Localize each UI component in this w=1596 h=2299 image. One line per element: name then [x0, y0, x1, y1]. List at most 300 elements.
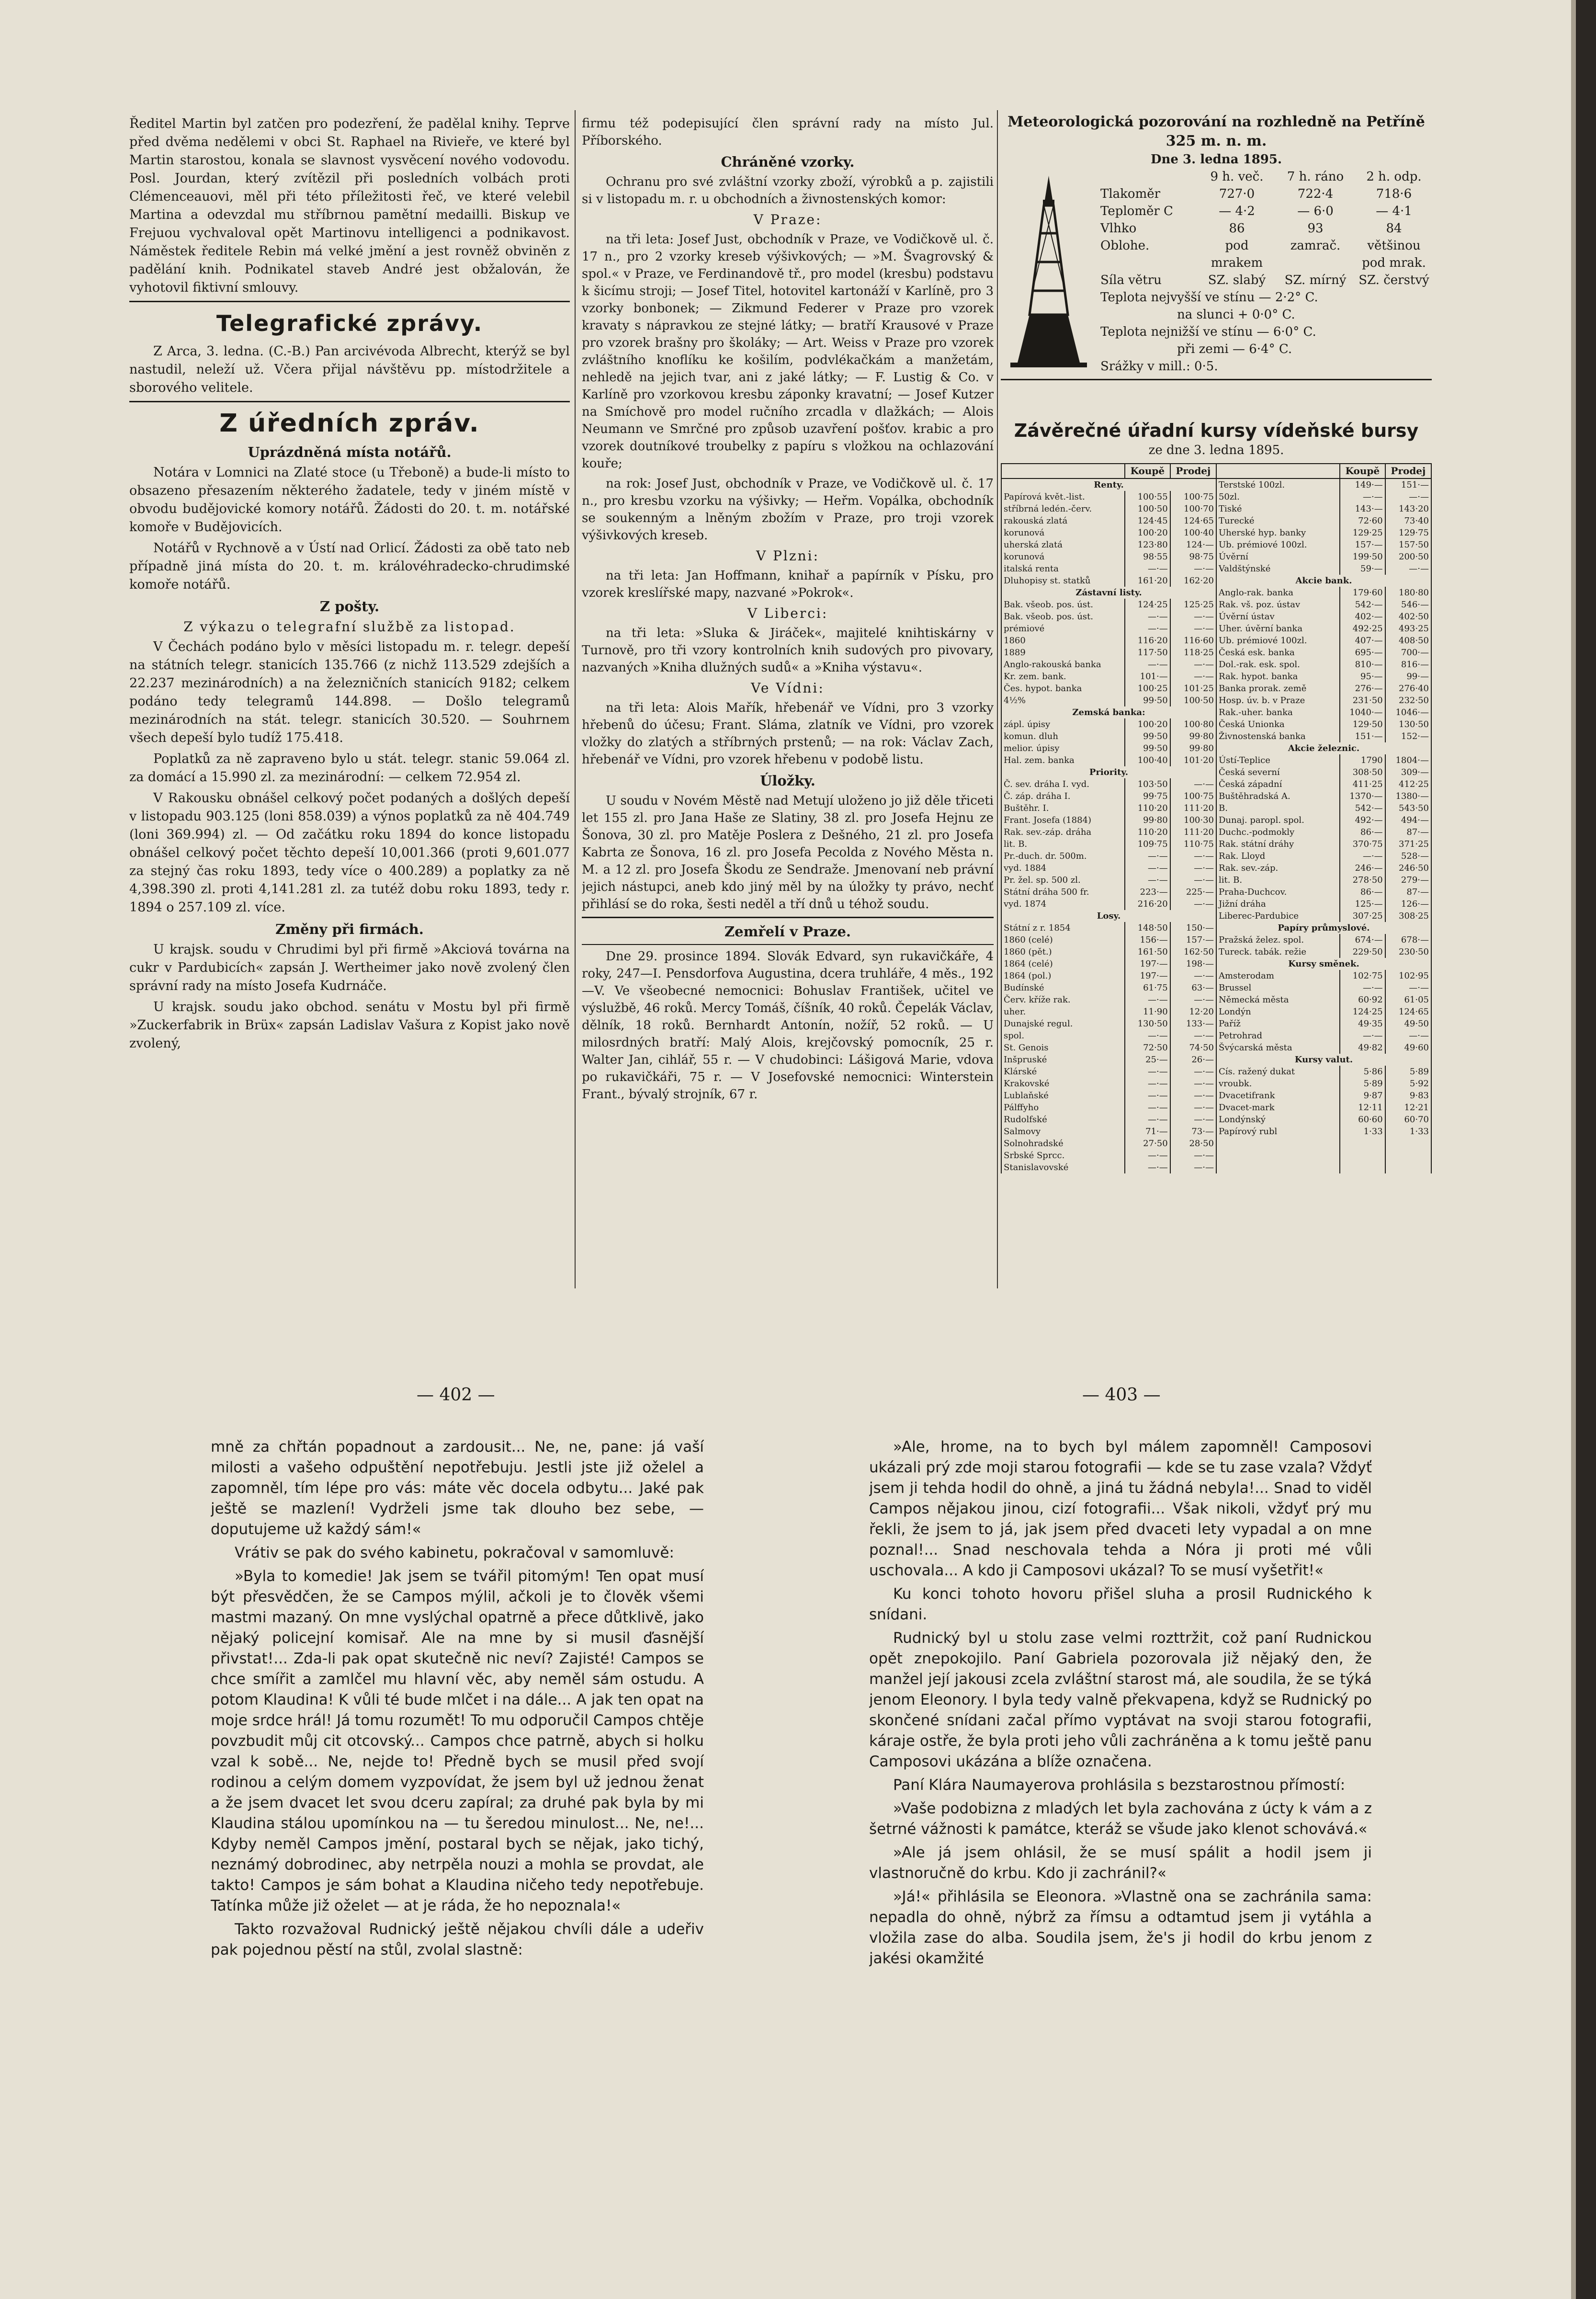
security-name: 1860 — [1001, 635, 1125, 647]
sell-price: 118·25 — [1170, 647, 1216, 659]
sell-price: 150·— — [1170, 922, 1216, 934]
sell-price: —·— — [1170, 1102, 1216, 1114]
security-name: Turecké — [1216, 515, 1340, 527]
sell-price: 12·21 — [1385, 1102, 1431, 1114]
sell-price: 162·20 — [1170, 575, 1216, 587]
sell-price: —·— — [1170, 659, 1216, 671]
security-name: 1860 (celé) — [1001, 934, 1125, 946]
table-row — [1001, 611, 1431, 623]
buy-price: —·— — [1125, 1150, 1170, 1161]
security-name: Jižní dráha — [1216, 898, 1340, 910]
buy-price: 99·50 — [1125, 742, 1170, 754]
sell-price: 100·30 — [1170, 814, 1216, 826]
security-name: Liberec-Pardubice — [1216, 910, 1340, 922]
buy-price: 492·25 — [1340, 623, 1385, 635]
buy-price: 103·50 — [1125, 778, 1170, 790]
sell-price: 546·— — [1385, 599, 1431, 611]
story-paragraph: Vrátiv se pak do svého kabinetu, pokračoval v samomluvě: — [235, 1544, 674, 1561]
table-row — [1001, 478, 1431, 491]
weather-value: pod mrakem — [1211, 239, 1263, 270]
security-name: Papírový rubl — [1216, 1126, 1340, 1138]
buy-price: 61·75 — [1125, 982, 1170, 994]
section-heading: Zástavní listy. — [1001, 587, 1216, 599]
weather-value: SZ. slabý — [1208, 273, 1266, 287]
sell-price: —·— — [1385, 982, 1431, 994]
sell-price: 63·— — [1170, 982, 1216, 994]
security-name: melior. úpisy — [1001, 742, 1125, 754]
weather-label: Oblohe. — [1100, 239, 1150, 253]
buy-price: 276·— — [1340, 683, 1385, 694]
weather-value: 86 — [1229, 221, 1245, 236]
viden-paragraph: na tři leta: Alois Mařík, hřebenář ve Vídni, pro 3 vzorky hřebenů do účesu; Frant. Sláma, zlatník ve Vídni, pro vzorek vložky do zlatých a stříbrných prstenů; — na rok: Václav Zach, hřebenář ve Vídni, pro vzorek hřebenu v podobě listu. — [582, 701, 994, 767]
buy-price: 370·75 — [1340, 838, 1385, 850]
zemreli-heading: Zemřelí v Praze. — [724, 923, 851, 940]
table-row — [1001, 1078, 1431, 1090]
telegraph-text: Z Arca, 3. ledna. (C.-B.) Pan arcivévoda Albrecht, kterýž se byl nastudil, neleží už. Včera přijal návštěvu pp. místodržitele a sborového velitele. — [129, 344, 570, 395]
buy-price: —·— — [1340, 982, 1385, 994]
story-paragraph: Ku konci tohoto hovoru přišel sluha a prosil Rudnického k snídani. — [869, 1585, 1372, 1623]
security-name: Červ. kříže rak. — [1001, 994, 1125, 1006]
table-row — [1001, 790, 1431, 802]
table-row — [1001, 647, 1431, 659]
weather-value: zamrač. — [1290, 239, 1341, 253]
sell-price: 111·20 — [1170, 826, 1216, 838]
page-number-left: — 402 — — [417, 1385, 495, 1405]
buy-price: 124·45 — [1125, 515, 1170, 527]
buy-price: 5·86 — [1340, 1066, 1385, 1078]
weather-value: — 4·1 — [1376, 204, 1412, 218]
table-row — [1001, 599, 1431, 611]
sell-price: 116·60 — [1170, 635, 1216, 647]
buy-price: 197·— — [1125, 970, 1170, 982]
buy-price: 124·25 — [1125, 599, 1170, 611]
sell-price: 102·95 — [1385, 970, 1431, 982]
vzorky-intro: Ochranu pro své zvláštní vzorky zboží, výrobků a p. zajistili si v listopadu m. r. u obchodních a živnostenských komor: — [582, 175, 994, 206]
empty-cell — [1385, 1138, 1431, 1150]
table-row — [1001, 1102, 1431, 1114]
vzorky-heading: Chráněné vzorky. — [721, 154, 855, 170]
story-paragraph: »Ale, hrome, na to bych byl málem zapomněl! Camposovi ukázali prý zde moji starou fotografii — kde se tu zase vzala? Vždyť jsem ji tehda hodil do ohně, a jiná tu žádná nebyla!... Snad to viděl Campos nějakou jinou, cizí fotografii... Však nikoli, vždyť prý mu řekli, že jsem to já, jak jsem před dvaceti lety vypadal a on mne poznal!... Snad neschovala tehda a Nóra ji proti mé vůli uschovala... A kdo ji Camposovi ukázal? To se musí vyšetřit!« — [869, 1438, 1372, 1579]
divider — [582, 917, 994, 918]
sell-price: —·— — [1170, 611, 1216, 623]
sell-price: 494·— — [1385, 814, 1431, 826]
table-row — [1001, 1161, 1431, 1173]
buy-price: 49·35 — [1340, 1018, 1385, 1030]
security-name: Duchc.-podmokly — [1216, 826, 1340, 838]
story-paragraph: »Vaše podobizna z mladých let byla zachována z úcty k vám a z šetrné vážnosti k památce, kteráž se všude jako klenot schovává.« — [869, 1800, 1372, 1838]
security-name: Ub. prémiové 100zl. — [1216, 635, 1340, 647]
firmy-heading: Změny při firmách. — [275, 921, 424, 937]
empty-cell — [1216, 1161, 1340, 1173]
section-heading: Renty. — [1001, 478, 1216, 491]
buy-price: —·— — [1125, 1090, 1170, 1102]
buy-price: 60·92 — [1340, 994, 1385, 1006]
security-name: vyd. 1874 — [1001, 898, 1125, 910]
security-name: Rak. sev.-záp. dráha — [1001, 826, 1125, 838]
security-name: Dluhopisy st. statků — [1001, 575, 1125, 587]
security-name: 50zl. — [1216, 491, 1340, 503]
buy-price: 149·— — [1340, 478, 1385, 491]
divider — [582, 944, 994, 945]
security-name: komun. dluh — [1001, 730, 1125, 742]
weather-report — [1001, 113, 1432, 419]
sell-price: 230·50 — [1385, 946, 1431, 958]
security-name: Rudolfské — [1001, 1114, 1125, 1126]
section-heading: Losy. — [1001, 910, 1216, 922]
notar-heading: Uprázdněná místa notářů. — [248, 444, 452, 460]
table-row — [1001, 910, 1431, 922]
security-name: Klárské — [1001, 1066, 1125, 1078]
sell-price: 111·20 — [1170, 802, 1216, 814]
security-name: Papírová květ.-list. — [1001, 491, 1125, 503]
security-name: 1860 (pět.) — [1001, 946, 1125, 958]
intro-paragraph: Ředitel Martin byl zatčen pro podezření, že padělal knihy. Teprve před dvěma nedělemi v obci St. Raphael na Rivieře, ve které byl Martin starostou, konala se slavnost vysvěcení nového vodovodu. Posl. Jourdan, který zvítězil při posledních volbách proti Clémenceauovi, měl při této příležitosti řeč, ve které velebil Martina a odevzdal mu stříbrnou pamětní medailli. Biskup ve Frejuou vychvaloval opět Martinovu intelligenci a podnikavost. Náměstek ředitele Rebin má velké jmění a jest rovněž obviněn z padělání knih. Podnikatel staveb André jest obžalován, že vyhotovil fiktivní smlouvy. — [129, 116, 570, 295]
petrin-tower-icon — [1001, 171, 1097, 372]
section-heading: Akcie železnic. — [1216, 742, 1431, 754]
buy-price: 674·— — [1340, 934, 1385, 946]
buy-price: 99·50 — [1125, 730, 1170, 742]
weather-value: SZ. čerstvý — [1358, 273, 1429, 287]
security-name: Amsterodam — [1216, 970, 1340, 982]
buy-price: 98·55 — [1125, 551, 1170, 563]
security-name: stříbrná ledén.-červ. — [1001, 503, 1125, 515]
empty-cell — [1385, 1161, 1431, 1173]
posta-subheading: Z výkazu o telegrafní službě za listopad. — [183, 619, 516, 635]
security-name: Lublaňské — [1001, 1090, 1125, 1102]
table-row — [1001, 587, 1431, 599]
weather-extreme: při zemi — 6·4° C. — [1177, 342, 1292, 356]
col-header: Prodej — [1385, 464, 1431, 478]
exchange-title: Závěrečné úřadní kursy vídeňské bursy — [1014, 420, 1419, 441]
sell-price: 151·— — [1385, 478, 1431, 491]
sell-price: 124·65 — [1170, 515, 1216, 527]
security-name: Rak. Lloyd — [1216, 850, 1340, 862]
sell-price: 157·— — [1170, 934, 1216, 946]
buy-price: 5·89 — [1340, 1078, 1385, 1090]
sell-price: 246·50 — [1385, 862, 1431, 874]
story-paragraph: »Byla to komedie! Jak jsem se tvářil pitomým! Ten opat musí být přesvědčen, že se Campos mýlil, ačkoli je to člověk všemi mastmi mazaný. On mne vyslýchal opatrně a přece důtklivě, jako nějaký policejní komisař. Ale na mne by si musil ďasnější přivstat!... Zda-li pak opat skutečně nic neví? Zajisté! Campos se chce smířit a zamlčel mu hlavní věc, aby neměl sám ostudu. A potom Klaudina! K vůli té bude mlčet i na dále... A jak ten opat na moje srdce hrál! Já tomu rozumět! To mu odporučil Campos chtěje povzbudit můj cit otcovský... Campos chce patrně, abych si holku vzal k sobě... Ne, nejde to! Předně bych se musil před svojí rodinou a celým domem vyzpovídat, že jsem byl už jednou ženat a že jsem dvacet let svou dceru zapíral; za druhé pak byla by mi Klaudina stálou upomínkou na — tu šeredou minulost... Ne, ne!... Kdyby neměl Campos jmění, postaral bych se nějak, jako tichý, neznámý dobrodinec, aby netrpěla nouzi a mohla se provdat, ale takto! Campos je sám bohat a Klaudina ničeho tedy nepotřebuje. Tatínka může již oželet — at je ráda, že ho nepoznala!« — [211, 1568, 704, 1914]
buy-price: 117·50 — [1125, 647, 1170, 659]
sell-price: 309·— — [1385, 766, 1431, 778]
weather-extreme: Srážky v mill.: 0·5. — [1100, 359, 1218, 374]
liberec-paragraph: na tři leta: »Sluka & Jiráček«, majitelé knihtiskárny v Turnově, pro tři vzory kontrolních knih sudových pro pivovary, nazvaných »Kniha dlužných sudů« a »Kniha výstavu«. — [582, 626, 994, 675]
table-row — [1001, 563, 1431, 575]
security-name: italská renta — [1001, 563, 1125, 575]
posta-paragraph: V Rakousku obnášel celkový počet podaných a došlých depeší v listopadu 903.125 (loni 858.039) a výnos poplatků za ně 404.749 (loni 369.994) zl. — Od začátku roku 1894 do konce listopadu obnášel celkový počet těchto depeší 10,001.366 (proti 9,601.077 za stejný čas roku 1893, tedy více o 400.289) a poplatky za ně 4,398.390 zl. proti 4,141.281 zl. za tutéž dobu roku 1893, tedy r. 1894 o 257.109 zl. více. — [129, 791, 570, 915]
security-name: vyd. 1884 — [1001, 862, 1125, 874]
sell-price: 412·25 — [1385, 778, 1431, 790]
table-row — [1001, 694, 1431, 706]
weather-label: Tlakoměr — [1100, 187, 1161, 201]
telegraph-heading: Telegrafické zprávy. — [216, 310, 483, 336]
table-row — [1001, 539, 1431, 551]
plzen-paragraph: na tři leta: Jan Hoffmann, knihař a papírník v Písku, pro vzorek kreslířské mapy, nazvané »Pokrok«. — [582, 569, 994, 600]
buy-price: 100·55 — [1125, 491, 1170, 503]
security-name: Rak. státní dráhy — [1216, 838, 1340, 850]
security-name: Terstské 100zl. — [1216, 478, 1340, 491]
buy-price: —·— — [1340, 491, 1385, 503]
table-row — [1001, 814, 1431, 826]
story-left — [211, 1437, 704, 2184]
security-name: Německá města — [1216, 994, 1340, 1006]
sell-price: —·— — [1170, 874, 1216, 886]
table-row — [1001, 1150, 1431, 1161]
security-name: Ústí-Teplice — [1216, 754, 1340, 766]
section-heading: Akcie bank. — [1216, 575, 1431, 587]
table-row — [1001, 898, 1431, 910]
security-name: Praha-Duchcov. — [1216, 886, 1340, 898]
exchange-date: ze dne 3. ledna 1895. — [1148, 443, 1284, 457]
section-heading: Kursy směnek. — [1216, 958, 1431, 970]
security-name: Anglo-rak. banka — [1216, 587, 1340, 599]
buy-price: 109·75 — [1125, 838, 1170, 850]
buy-price: 129·50 — [1340, 718, 1385, 730]
buy-price: —·— — [1340, 1030, 1385, 1042]
buy-price: 143·— — [1340, 503, 1385, 515]
sell-price: 28·50 — [1170, 1138, 1216, 1150]
sell-price: 678·— — [1385, 934, 1431, 946]
sell-price: 100·50 — [1170, 694, 1216, 706]
empty-cell — [1340, 1138, 1385, 1150]
divider — [1001, 379, 1432, 380]
weather-title: Meteorologická pozorování na rozhledně na Petříně 325 m. n. m. — [1007, 114, 1425, 149]
security-name: Č. sev. dráha I. vyd. — [1001, 778, 1125, 790]
weather-time: 2 h. odp. — [1366, 170, 1422, 184]
table-row — [1001, 515, 1431, 527]
sell-price: 130·50 — [1385, 718, 1431, 730]
buy-price: 229·50 — [1340, 946, 1385, 958]
table-row — [1001, 1018, 1431, 1030]
table-row — [1001, 730, 1431, 742]
table-row — [1001, 635, 1431, 647]
weather-time: 9 h. več. — [1210, 170, 1264, 184]
table-row — [1001, 970, 1431, 982]
buy-price: 542·— — [1340, 599, 1385, 611]
sell-price: —·— — [1170, 1030, 1216, 1042]
section-heading: Papíry průmyslové. — [1216, 922, 1431, 934]
sell-price: —·— — [1170, 778, 1216, 790]
weather-label: Teploměr C — [1100, 204, 1173, 218]
table-row — [1001, 862, 1431, 874]
weather-value: — 4·2 — [1219, 204, 1255, 218]
story-paragraph: »Ale já jsem ohlásil, že se musí spálit a hodil jsem ji vlastnoručně do krbu. Kdo ji zachránil?« — [869, 1844, 1372, 1882]
buy-price: 411·25 — [1340, 778, 1385, 790]
buy-price: —·— — [1125, 1078, 1170, 1090]
security-name: Tureck. tabák. režie — [1216, 946, 1340, 958]
sell-price: 133·— — [1170, 1018, 1216, 1030]
buy-price: 101·— — [1125, 671, 1170, 683]
weather-date: Dne 3. ledna 1895. — [1150, 152, 1282, 167]
security-name: Cís. ražený dukat — [1216, 1066, 1340, 1078]
buy-price: 9·87 — [1340, 1090, 1385, 1102]
security-name: lit. B. — [1216, 874, 1340, 886]
security-name: Pražská želez. spol. — [1216, 934, 1340, 946]
table-row — [1001, 1054, 1431, 1066]
sell-price: 26·— — [1170, 1054, 1216, 1066]
buy-price: —·— — [1125, 850, 1170, 862]
col-header: Prodej — [1170, 464, 1216, 478]
buy-price: 1040·— — [1340, 706, 1385, 718]
security-name: Srbské Sprcc. — [1001, 1150, 1125, 1161]
sell-price: 528·— — [1385, 850, 1431, 862]
buy-price: 130·50 — [1125, 1018, 1170, 1030]
security-name: Česká Unionka — [1216, 718, 1340, 730]
buy-price: 223·— — [1125, 886, 1170, 898]
sell-price: —·— — [1170, 970, 1216, 982]
table-row — [1001, 1042, 1431, 1054]
security-name: Krakovské — [1001, 1078, 1125, 1090]
buy-price: 27·50 — [1125, 1138, 1170, 1150]
liberec-heading: V Liberci: — [747, 605, 828, 621]
buy-price: 95·— — [1340, 671, 1385, 683]
buy-price: 99·50 — [1125, 694, 1170, 706]
security-name: Anglo-rakouská banka — [1001, 659, 1125, 671]
table-row — [1001, 994, 1431, 1006]
security-name: 4½% — [1001, 694, 1125, 706]
table-row — [1001, 671, 1431, 683]
security-name: uher. — [1001, 1006, 1125, 1018]
security-name: lit. B. — [1001, 838, 1125, 850]
buy-price: 125·— — [1340, 898, 1385, 910]
praha-paragraph: na tři leta: Josef Just, obchodník v Praze, ve Vodičkově ul. č. 17 n., pro 2 vzorky kreseb výšivkových; — »M. Švagrovský & spol.« v Praze, ve Ferdinandově tř., pro model (kresbu) podstavu k šicímu stroji; — Josef Titel, hotovitel kartonáží v Karlíně, pro 3 vzorky bonbonek; — Zikmund Federer v Praze pro vzorek kravaty s nápravkou ze stejné látky; — bratří Krausové v Praze pro vzorek brašny pro školáky; — Art. Weiss v Praze pro vzorek zvláštního knoflíku ke košilím, podvlékačkám a manžetám, nehledě na jejich tvar, ani z jaké látky; — F. Lustig & Co. v Karlíně pro vzorkovou kresbu záponky kravatní; — Josef Kutzer na Smíchově pro model ručního zrcadla v dlažkách; — Alois Neumann ve Smrčné pro způsob uzavření pošťov. krabic a pro vzorek doutníkové troubelky z papíru s vložkou na ochlazování kouře; — [582, 232, 994, 471]
table-row — [1001, 706, 1431, 718]
notar-paragraph: Notára v Lomnici na Zlaté stoce (u Třeboně) a bude-li místo to obsazeno přesazením některého žadatele, tedy v jiném místě v obvodu budějovické komory notářů. Žádosti do 20. t. m. notářské komoře v Budějovicích. — [129, 465, 570, 535]
table-row — [1001, 874, 1431, 886]
sell-price: 371·25 — [1385, 838, 1431, 850]
table-row — [1001, 491, 1431, 503]
table-row — [1001, 922, 1431, 934]
security-name: Rak. vš. poz. ústav — [1216, 599, 1340, 611]
sell-price: 100·40 — [1170, 527, 1216, 539]
security-name: vroubk. — [1216, 1078, 1340, 1090]
buy-price: 161·20 — [1125, 575, 1170, 587]
table-row — [1001, 659, 1431, 671]
buy-price: —·— — [1125, 623, 1170, 635]
sell-price: 100·75 — [1170, 790, 1216, 802]
section-heading: Kursy valut. — [1216, 1054, 1431, 1066]
weather-value: 722·4 — [1297, 187, 1334, 201]
page-spine — [1571, 0, 1576, 2299]
buy-price: 100·20 — [1125, 527, 1170, 539]
security-name: Valdštýnské — [1216, 563, 1340, 575]
column-rule — [997, 110, 998, 1288]
sell-price: 129·75 — [1385, 527, 1431, 539]
column-rule — [575, 110, 576, 1288]
security-name: korunová — [1001, 551, 1125, 563]
sell-price: 12·20 — [1170, 1006, 1216, 1018]
security-name: Hal. zem. banka — [1001, 754, 1125, 766]
security-name: spol. — [1001, 1030, 1125, 1042]
table-row — [1001, 754, 1431, 766]
sell-price: 1·33 — [1385, 1126, 1431, 1138]
posta-heading: Z pošty. — [319, 598, 380, 615]
buy-price: 231·50 — [1340, 694, 1385, 706]
ulozky-paragraph: U soudu v Novém Městě nad Metují uloženo jo již děle třiceti let 155 zl. pro Jana Haše ze Slatiny, 38 zl. pro Josefa Hejnu ze Šonova, 30 zl. pro Matěje Poslera z Dešného, 21 zl. pro Josefa Kabrta ze Šonova, 16 zl. pro Josefa Pecolda z Nového Města n. M. a 12 zl. pro Josefa Škodu ze Sendraže. Jmenovaní neb právní jejich nástupci, aneb kdo jiný měl by na úložky ty právo, nechť přihlásí se do roka, šesti neděl a tří dnů u téhož soudu. — [582, 794, 994, 911]
buy-price: 12·11 — [1340, 1102, 1385, 1114]
story-paragraph: Rudnický byl u stolu zase velmi rozttržit, což paní Rudnickou opět znepokojilo. Paní Gabriela pozorovala již nějaký den, že manžel její jakousi zcela zvláštní starost má, ale soudila, že se týká jenom Eleonory. I byla tedy valně překvapena, když se Rudnický po skončené snídani začal přímo vyptávat na svoji starou fotografii, káraje ostře, že byla proti jeho vůli zachráněna a k tomu ještě panu Camposovi ukázána a blíže označena. — [869, 1629, 1372, 1770]
buy-price: 402·— — [1340, 611, 1385, 623]
buy-price: 542·— — [1340, 802, 1385, 814]
sell-price: 101·20 — [1170, 754, 1216, 766]
sell-price: 157·50 — [1385, 539, 1431, 551]
table-row — [1001, 527, 1431, 539]
security-name: Dvacet-mark — [1216, 1102, 1340, 1114]
security-name: Dunaj. paropl. spol. — [1216, 814, 1340, 826]
security-name: Rak. sev.-záp. — [1216, 862, 1340, 874]
security-name: 1889 — [1001, 647, 1125, 659]
sell-price: 308·25 — [1385, 910, 1431, 922]
divider — [129, 401, 570, 402]
security-name: Banka prorak. země — [1216, 683, 1340, 694]
security-name: Brussel — [1216, 982, 1340, 994]
table-row — [1001, 1066, 1431, 1078]
security-name: Uherské hyp. banky — [1216, 527, 1340, 539]
buy-price: —·— — [1125, 1030, 1170, 1042]
weather-value: 84 — [1386, 221, 1402, 236]
page-number-right: — 403 — — [1082, 1385, 1161, 1405]
security-name: Bak. všeob. pos. úst. — [1001, 599, 1125, 611]
table-row — [1001, 1090, 1431, 1102]
sell-price: —·— — [1170, 994, 1216, 1006]
buy-price: 124·25 — [1340, 1006, 1385, 1018]
posta-paragraph: Poplatků za ně zapraveno bylo u stát. telegr. stanic 59.064 zl. za domácí a 15.990 zl. za mezinárodní: — celkem 72.954 zl. — [129, 751, 570, 785]
sell-price: 49·60 — [1385, 1042, 1431, 1054]
buy-price: 99·75 — [1125, 790, 1170, 802]
table-row — [1001, 1114, 1431, 1126]
firmy-paragraph: U krajsk. soudu jako obchod. senátu v Mostu byl při firmě »Zuckerfabrik in Brüx« zapsán Ladislav Vašura z Kopist jako nově zvolený, — [129, 1000, 570, 1051]
security-name: Dvacetifrank — [1216, 1090, 1340, 1102]
sell-price: 49·50 — [1385, 1018, 1431, 1030]
security-name: Stanislavovské — [1001, 1161, 1125, 1173]
sell-price: 225·— — [1170, 886, 1216, 898]
weather-time: 7 h. ráno — [1287, 170, 1344, 184]
weather-value: — 6·0 — [1297, 204, 1334, 218]
security-name: Pr.-duch. dr. 500m. — [1001, 850, 1125, 862]
buy-price: 99·80 — [1125, 814, 1170, 826]
sell-price: 402·50 — [1385, 611, 1431, 623]
weather-extreme: Teplota nejvyšší ve stínu — 2·2° C. — [1100, 290, 1318, 305]
buy-price: —·— — [1125, 994, 1170, 1006]
buy-price: 216·20 — [1125, 898, 1170, 910]
buy-price: 179·60 — [1340, 587, 1385, 599]
buy-price: 100·25 — [1125, 683, 1170, 694]
official-heading: Z úředních zpráv. — [219, 409, 480, 438]
security-name: Hosp. úv. b. v Praze — [1216, 694, 1340, 706]
buy-price: —·— — [1125, 1102, 1170, 1114]
sell-price: 816·— — [1385, 659, 1431, 671]
sell-price: 126·— — [1385, 898, 1431, 910]
security-name: B. — [1216, 802, 1340, 814]
security-name: Budínské — [1001, 982, 1125, 994]
exchange-table — [1001, 463, 1432, 1173]
sell-price: 200·50 — [1385, 551, 1431, 563]
security-name: rakouská zlatá — [1001, 515, 1125, 527]
sell-price: 1380·— — [1385, 790, 1431, 802]
buy-price: —·— — [1125, 862, 1170, 874]
story-paragraph: Takto rozvažoval Rudnický ještě nějakou chvíli dále a udeřiv pak pojednou pěstí na stůl, zvolal slastně: — [211, 1921, 704, 1958]
buy-price: —·— — [1125, 1066, 1170, 1078]
praha-heading: V Praze: — [753, 212, 822, 228]
buy-price: 86·— — [1340, 886, 1385, 898]
buy-price: 246·— — [1340, 862, 1385, 874]
sell-price: 73·40 — [1385, 515, 1431, 527]
sell-price: 100·80 — [1170, 718, 1216, 730]
security-name: zápl. úpisy — [1001, 718, 1125, 730]
weather-value: SZ. mírný — [1284, 273, 1347, 287]
weather-label: Síla větru — [1100, 273, 1162, 287]
security-name: Uher. úvěrní banka — [1216, 623, 1340, 635]
buy-price: —·— — [1125, 659, 1170, 671]
